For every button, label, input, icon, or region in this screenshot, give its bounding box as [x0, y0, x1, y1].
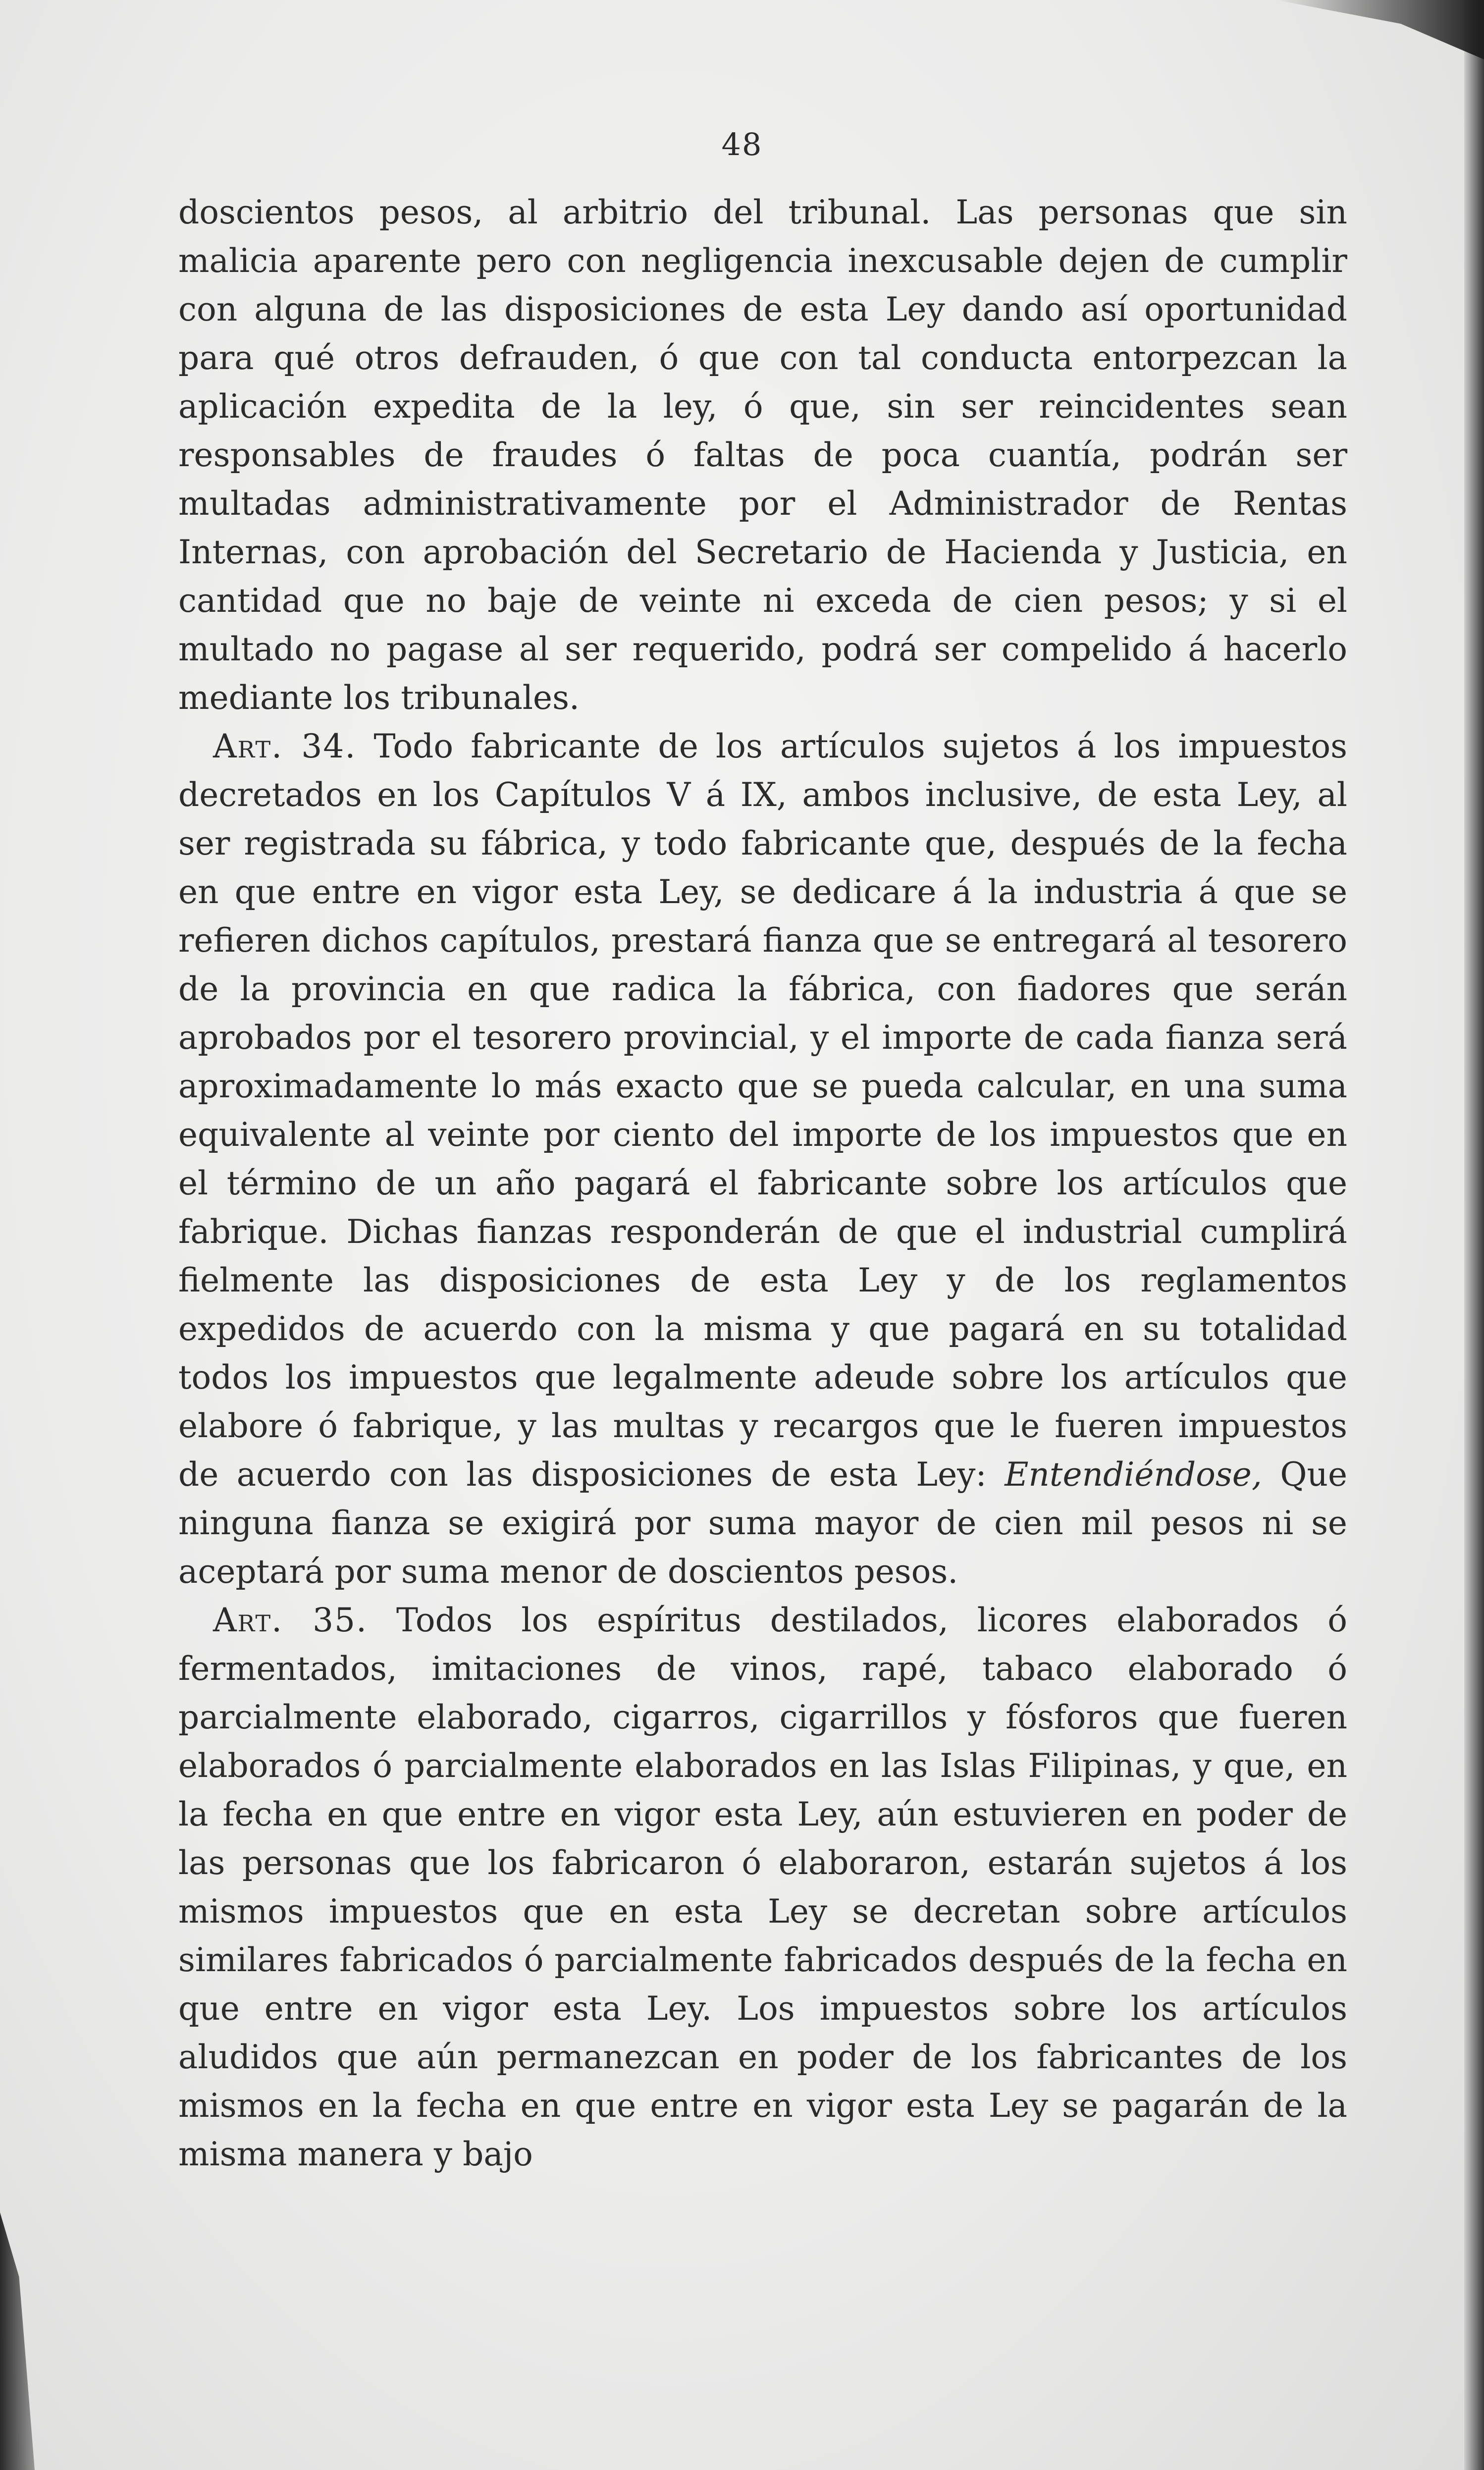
article-34-text-b: Que ninguna fianza se exigirá por suma mayor de cien mil pesos ni se aceptará por suma menor de doscientos pesos.: [178, 1455, 1348, 1591]
article-34-text-a: Todo fabricante de los artículos sujetos á los impuestos decretados en los Capítulos V á IX, ambos inclusive, de esta Ley, al ser registrada su fábrica, y todo fabricante que, después de la fecha en que entre en vigor esta Ley, se dedicare á la industria á que se refieren dichos capítulos, prestará fianza que se entregará al tesorero de la provincia en que radica la fábrica, con fiadores que serán aprobados por el tesorero provincial, y el importe de cada fianza será aproximadamente lo más exacto que se pueda calcular, en una suma equivalente al veinte por ciento del importe de los impuestos que en el término de un año pagará el fabricante sobre los artículos que fabrique. Dichas fianzas responderán de que el industrial cumplirá fielmente las disposiciones de esta Ley y de los reglamentos expedidos de acuerdo con la misma y que pagará en su totalidad todos los impuestos que legalmente adeude sobre los artículos que elabore ó fabrique, y las multas y recargos que le fueren impuestos de acuerdo con las disposiciones de esta Ley:: [178, 727, 1347, 1494]
article-35-label: Art. 35.: [213, 1601, 368, 1639]
body-text: [178, 188, 1347, 2179]
article-35: [178, 1596, 1347, 2179]
paragraph-continuation: doscientos pesos, al arbitrio del tribunal. Las personas que sin malicia aparente pero con negligencia inexcusable dejen de cumplir con alguna de las disposiciones de esta Ley dando así oportunidad para qué otros defrauden, ó que con tal conducta entorpezcan la aplicación expedita de la ley, ó que, sin ser reincidentes sean responsables de fraudes ó faltas de poca cuantía, podrán ser multadas administrativamente por el Administrador de Rentas Internas, con aprobación del Secretario de Hacienda y Justicia, en cantidad que no baje de veinte ni exceda de cien pesos; y si el multado no pagase al ser requerido, podrá ser compelido á hacerlo mediante los tribunales.: [178, 193, 1347, 717]
scan-edge-right: [1464, 0, 1484, 2470]
article-34-label: Art. 34.: [213, 727, 357, 765]
article-34: [178, 722, 1347, 1596]
article-34-italic: Entendiéndose,: [1005, 1455, 1262, 1494]
scan-edge-bottom-left: [0, 2212, 35, 2470]
article-35-text: Todos los espíritus destilados, licores elaborados ó fermentados, imitaciones de vinos, rapé, tabaco elaborado ó parcialmente elaborado, cigarros, cigarrillos y fósforos que fueren elaborados ó parcialmente elaborados en las Islas Filipinas, y que, en la fecha en que entre en vigor esta Ley, aún estuvieren en poder de las personas que los fabricaron ó elaboraron, estarán sujetos á los mismos impuestos que en esta Ley se decretan sobre artículos similares fabricados ó parcialmente fabricados después de la fecha en que entre en vigor esta Ley. Los impuestos sobre los artículos aludidos que aún permanezcan en poder de los fabricantes de los mismos en la fecha en que entre en vigor esta Ley se pagarán de la misma manera y bajo: [178, 1601, 1347, 2173]
page-number: 48: [721, 126, 763, 162]
scan-edge-top-right: [1276, 0, 1484, 59]
